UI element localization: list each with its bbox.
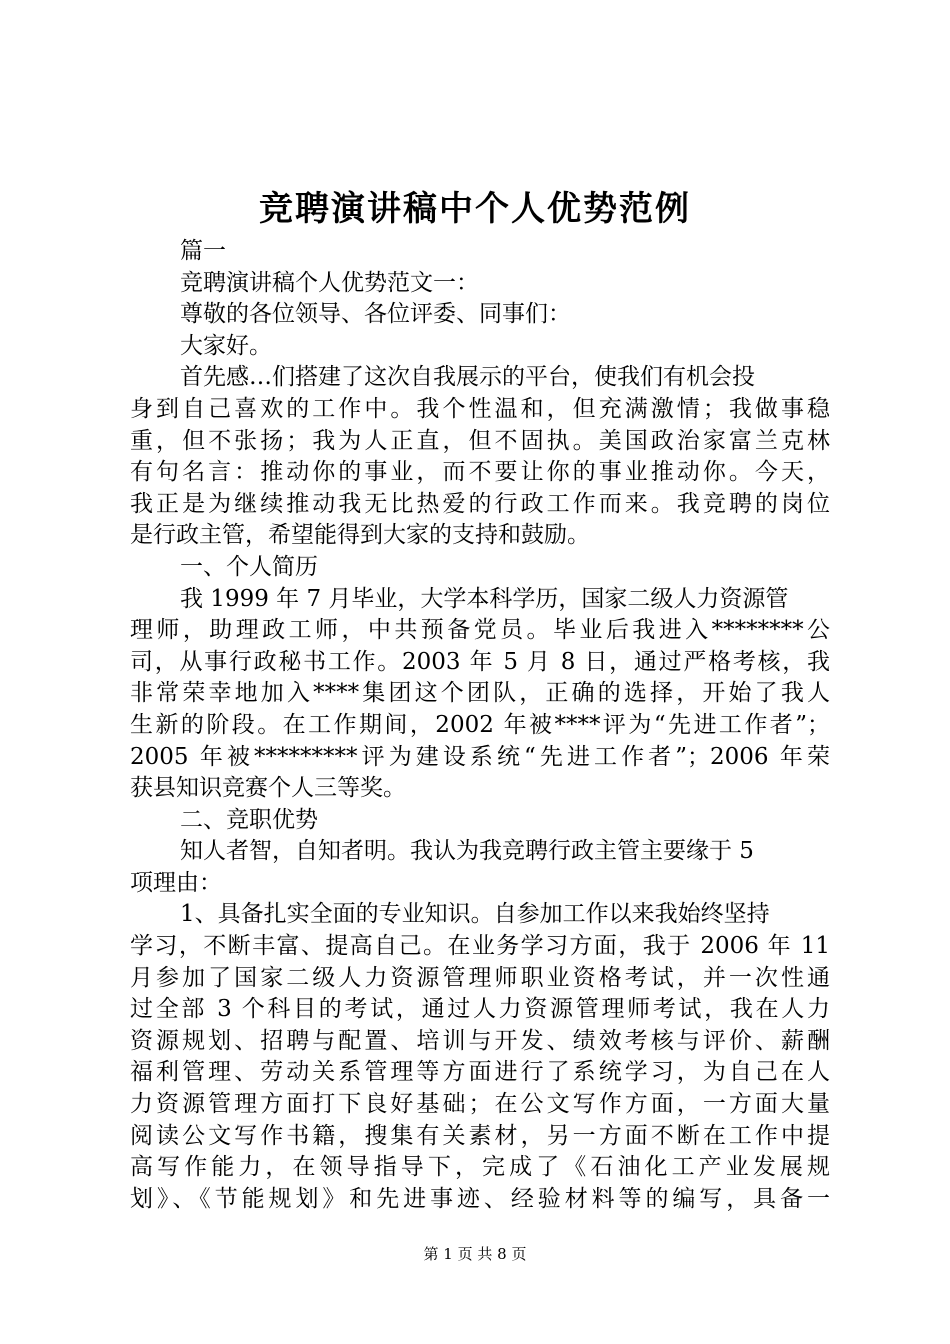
document-body [130, 236, 830, 1215]
document-title: 竞聘演讲稿中个人优势范例 [259, 189, 691, 229]
text-line: 1、具备扎实全面的专业知识。自参加工作以来我始终坚持 [180, 901, 770, 928]
text-line: 身到自己喜欢的工作中。我个性温和，但充满激情；我做事稳 [130, 395, 830, 422]
text-line: 过全部 3 个科目的考试，通过人力资源管理师考试，我在人力 [130, 996, 830, 1023]
text-line: 阅读公文写作书籍，搜集有关素材，另一方面不断在工作中提 [130, 1122, 830, 1149]
text-line: 2005 年被*********评为建设系统“先进工作者”；2006 年荣 [130, 743, 830, 770]
text-line: 高写作能力，在领导指导下，完成了《石油化工产业发展规 [130, 1154, 830, 1181]
text-line: 司，从事行政秘书工作。2003 年 5 月 8 日，通过严格考核，我 [130, 648, 830, 675]
text-line: 力资源管理方面打下良好基础；在公文写作方面，一方面大量 [130, 1091, 830, 1118]
text-line: 是行政主管，希望能得到大家的支持和鼓励。 [130, 522, 590, 549]
text-line: 理师，助理政工师，中共预备党员。毕业后我进入********公 [130, 617, 830, 644]
text-line: 获县知识竞赛个人三等奖。 [130, 775, 406, 802]
text-line: 我 1999 年 7 月毕业，大学本科学历，国家二级人力资源管 [180, 585, 789, 612]
text-line: 非常荣幸地加入****集团这个团队，正确的选择，开始了我人 [130, 680, 830, 707]
text-line: 一、个人简历 [180, 553, 318, 580]
text-line: 篇一 [180, 238, 226, 264]
text-line: 重，但不张扬；我为人正直，但不固执。美国政治家富兰克林 [130, 427, 830, 454]
text-line: 首先感…们搭建了这次自我展示的平台，使我们有机会投 [180, 364, 755, 391]
text-line: 项理由： [130, 869, 222, 896]
text-line: 学习，不断丰富、提高自己。在业务学习方面，我于 2006 年 11 [130, 933, 830, 960]
text-line: 我正是为继续推动我无比热爱的行政工作而来。我竞聘的岗位 [130, 490, 830, 517]
text-line: 知人者智，自知者明。我认为我竞聘行政主管主要缘于 5 [180, 838, 754, 865]
text-line: 竞聘演讲稿个人优势范文一： [180, 269, 479, 296]
text-line: 福利管理、劳动关系管理等方面进行了系统学习，为自己在人 [130, 1059, 830, 1086]
text-line: 划》、《节能规划》和先进事迹、经验材料等的编写，具备一 [130, 1185, 830, 1212]
text-line: 生新的阶段。在工作期间，2002 年被****评为“先进工作者”； [130, 711, 830, 738]
page-footer: 第 1 页 共 8 页 [423, 1245, 527, 1263]
text-line: 二、竞职优势 [180, 806, 318, 833]
text-line: 有句名言：推动你的事业，而不要让你的事业推动你。今天， [130, 459, 830, 486]
text-line: 资源规划、招聘与配置、培训与开发、绩效考核与评价、薪酬 [130, 1027, 830, 1054]
text-line: 月参加了国家二级人力资源管理师职业资格考试，并一次性通 [130, 964, 830, 991]
text-line: 尊敬的各位领导、各位评委、同事们： [180, 301, 571, 328]
text-line: 大家好。 [180, 332, 272, 359]
